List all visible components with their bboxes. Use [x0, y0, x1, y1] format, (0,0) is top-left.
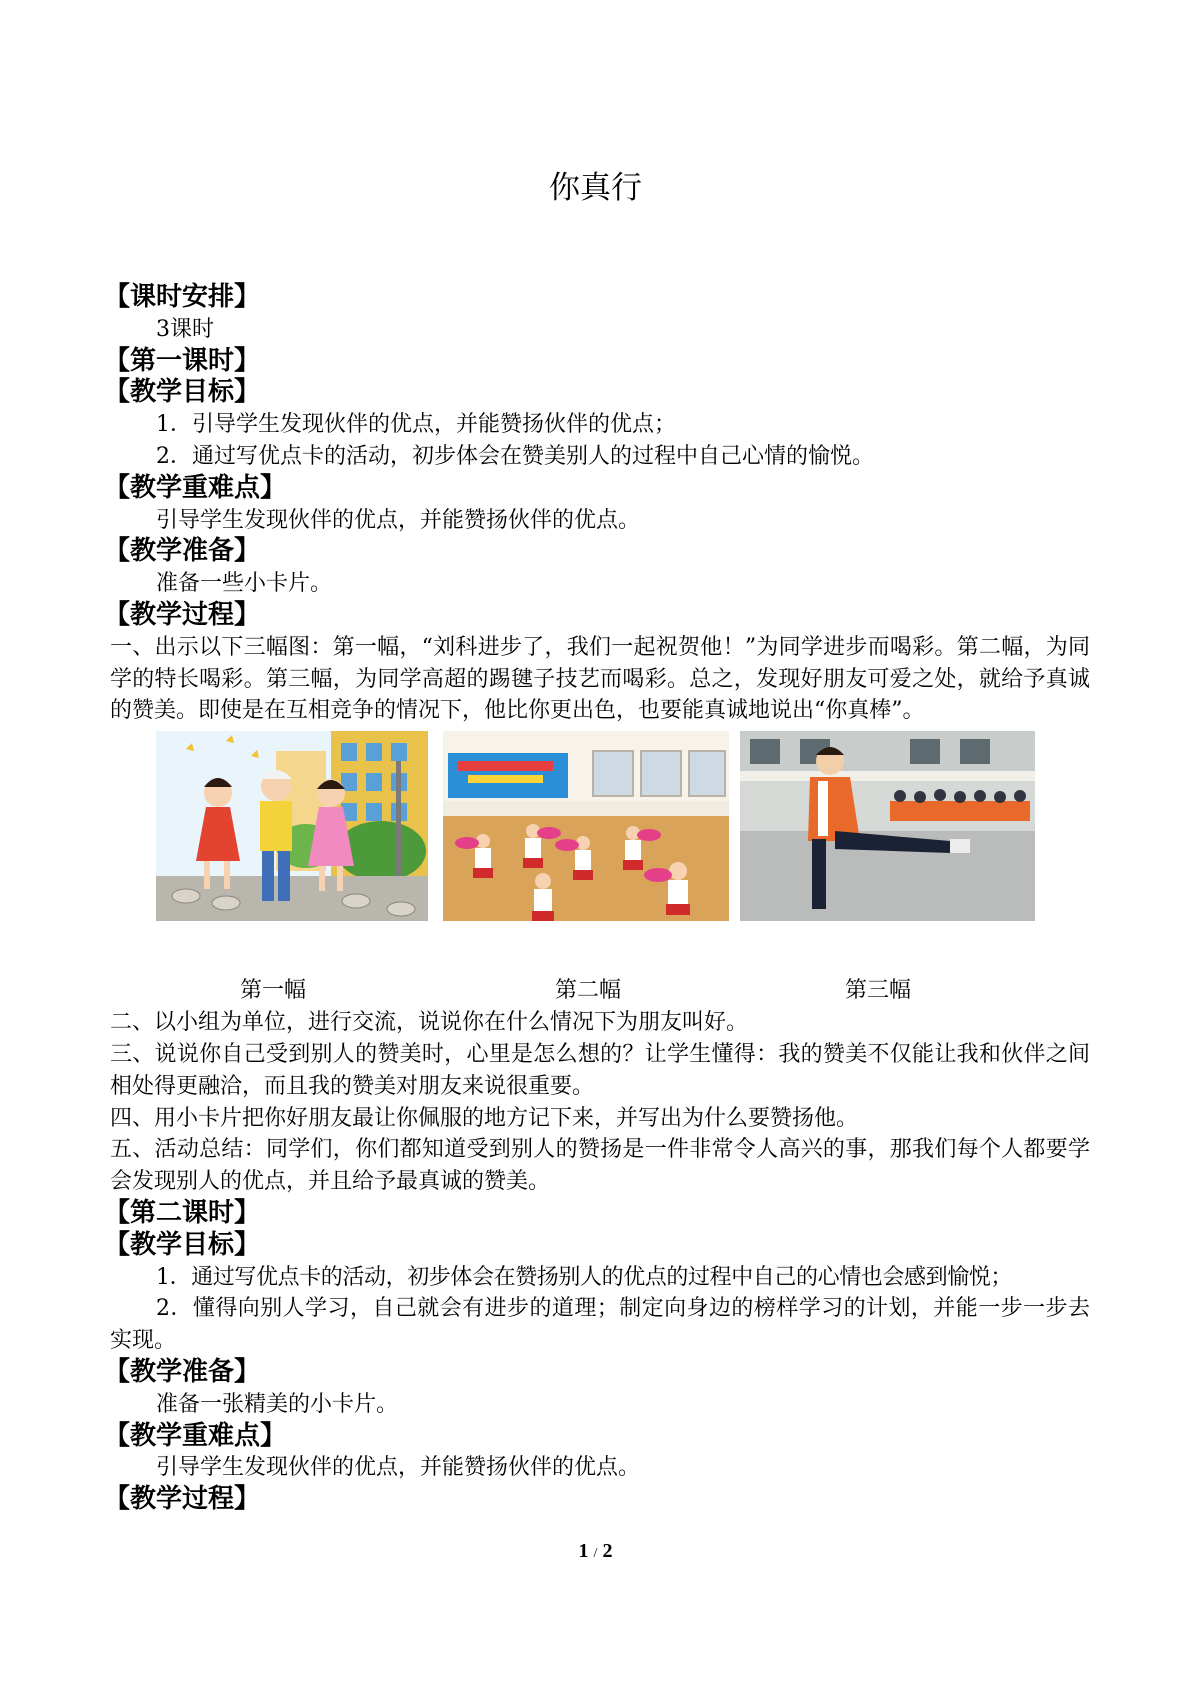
preparation-2-text: 准备一张精美的小卡片。 [156, 1391, 399, 1417]
heading-lesson-2: 【第二课时】 [104, 1197, 261, 1228]
current-page: 1 [578, 1540, 589, 1562]
caption-figure-1: 第一幅 [240, 978, 307, 1004]
key-points-1-text: 引导学生发现伙伴的优点，并能赞扬伙伴的优点。 [156, 507, 641, 533]
cartoon-children-image [156, 731, 428, 921]
shuttlecock-kicking-image [740, 731, 1035, 921]
step-1: 一、出示以下三幅图：第一幅，“刘科进步了，我们一起祝贺他！”为同学进步而喝彩。第二幅，为同学的特长喝彩。第三幅，为同学高超的踢毽子技艺而喝彩。总之，发现好朋友可爱之处，就给予真诚的赞美。即使是在互相竞争的情况下，他比你更出色，也要能真诚地说出“你真棒”。 [110, 634, 1090, 724]
heading-schedule: 【课时安排】 [104, 282, 261, 312]
document-body [104, 282, 1090, 1516]
caption-figure-3: 第三幅 [845, 978, 912, 1004]
goal-2-2: 2．懂得向别人学习，自己就会有进步的道理；制定向身边的榜样学习的计划，并能一步一步去实现。 [110, 1296, 1090, 1354]
page-separator: / [593, 1546, 598, 1561]
heading-process-1: 【教学过程】 [104, 599, 261, 630]
dancing-children-image [443, 731, 729, 921]
key-points-2-text: 引导学生发现伙伴的优点，并能赞扬伙伴的优点。 [156, 1455, 641, 1481]
heading-process-2: 【教学过程】 [104, 1484, 261, 1515]
heading-goals-1: 【教学目标】 [104, 377, 261, 408]
step-3: 三、说说你自己受到别人的赞美时，心里是怎么想的？让学生懂得：我的赞美不仅能让我和伙伴之间相处得更融洽，而且我的赞美对朋友来说很重要。 [110, 1041, 1090, 1099]
figure-row [110, 727, 1090, 975]
page-number [0, 1540, 1191, 1563]
goal-1-2: 2．通过写优点卡的活动，初步体会在赞美别人的过程中自己心情的愉悦。 [156, 443, 874, 469]
goal-2-1: 1．通过写优点卡的活动，初步体会在赞扬别人的优点的过程中自己的心情也会感到愉悦； [156, 1264, 1013, 1290]
heading-preparation-1: 【教学准备】 [104, 536, 261, 567]
step-5: 五、活动总结：同学们，你们都知道受到别人的赞扬是一件非常令人高兴的事，那我们每个人都要学会发现别人的优点，并且给予最真诚的赞美。 [110, 1137, 1090, 1195]
step-4: 四、用小卡片把你好朋友最让你佩服的地方记下来，并写出为什么要赞扬他。 [110, 1105, 859, 1131]
preparation-1-text: 准备一些小卡片。 [156, 571, 333, 597]
heading-key-points-2: 【教学重难点】 [104, 1420, 287, 1451]
heading-lesson-1: 【第一课时】 [104, 345, 261, 376]
schedule-text: 3课时 [156, 316, 214, 342]
total-pages: 2 [602, 1540, 613, 1562]
goal-1-1: 1．引导学生发现伙伴的优点，并能赞扬伙伴的优点； [156, 412, 676, 438]
figure-captions [110, 975, 1090, 1007]
heading-goals-2: 【教学目标】 [104, 1229, 261, 1260]
caption-figure-2: 第二幅 [555, 978, 622, 1004]
heading-preparation-2: 【教学准备】 [104, 1356, 261, 1387]
page-title: 你真行 [549, 170, 642, 206]
step-2: 二、以小组为单位，进行交流，说说你在什么情况下为朋友叫好。 [110, 1010, 749, 1036]
heading-key-points-1: 【教学重难点】 [104, 472, 287, 503]
